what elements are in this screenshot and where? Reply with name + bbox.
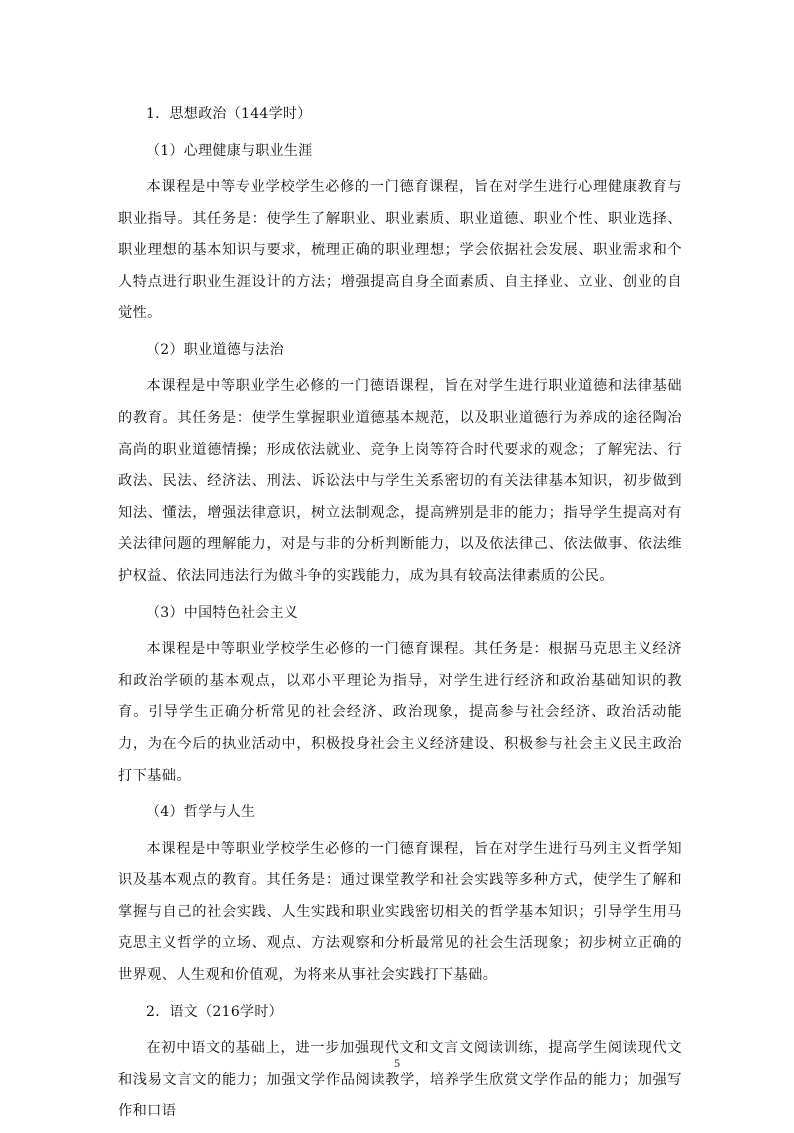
paragraph-chinese: 在初中语文的基础上，进一步加强现代文和文言文阅读训练，提高学生阅读现代文和浅易文言文的能力；加强文学作品阅读教学，培养学生欣赏文学作品的能力；加强写作和口语 <box>118 1040 682 1120</box>
page-content <box>118 99 682 1133</box>
paragraph-ethics-law: 本课程是中等职业学生必修的一门德语课程，旨在对学生进行职业道德和法律基础的教育。其任务是：使学生掌握职业道德基本规范，以及职业道德行为养成的途径陶冶高尚的职业道德情操；形成依法就业、竞争上岗等符合时代要求的观念；了解宪法、行政法、民法、经济法、刑法、诉讼法中与学生关系密切的有关法律基本知识，初步做到知法、懂法，增强法律意识，树立法制观念，提高辨别是非的能力；指导学生提高对有关法律问题的理解能力，对是与非的分析判断能力，以及依法律己、依法做事、依法维护权益、依法同违法行为做斗争的实践能力，成为具有较高法律素质的公民。 <box>118 378 682 585</box>
subsection-heading-mental-health-career: （1）心理健康与职业生涯 <box>146 142 313 159</box>
section-heading-chinese: 2．语文（216学时） <box>146 1003 283 1020</box>
paragraph-socialism: 本课程是中等职业学校学生必修的一门德育课程。其任务是：根据马克思主义经济和政治学硕的基本观点，以邓小平理论为指导，对学生进行经济和政治基础知识的教育。引导学生正确分析常见的社会经济、政治现象，提高参与社会经济、政治活动能力，为在今后的执业活动中，积极投身社会主义经济建设、积极参与社会主义民主政治打下基础。 <box>118 641 682 784</box>
subsection-heading-philosophy-life: （4）哲学与人生 <box>146 804 256 821</box>
section-heading-ideology-politics: 1．思想政治（144学时） <box>146 106 312 122</box>
subsection-heading-ethics-law: （2）职业道德与法治 <box>146 341 284 358</box>
paragraph-mental-health-career: 本课程是中等专业学校学生必修的一门德育课程，旨在对学生进行心理健康教育与职业指导。其任务是：使学生了解职业、职业素质、职业道德、职业个性、职业选择、职业理想的基本知识与要求，梳理正确的职业理想；学会依据社会发展、职业需求和个人特点进行职业生涯设计的方法；增强提高自身全面素质、自主择业、立业、创业的自觉性。 <box>118 179 682 322</box>
subsection-heading-socialism: （3）中国特色社会主义 <box>146 604 299 621</box>
page-number: 5 <box>394 1056 400 1070</box>
paragraph-philosophy-life: 本课程是中等职业学校学生必修的一门德育课程，旨在对学生进行马列主义哲学知识及基本观点的教育。其任务是：通过课堂教学和社会实践等多种方式，使学生了解和掌握与自己的社会实践、人生实践和职业实践密切相关的哲学基本知识；引导学生用马克思主义哲学的立场、观点、方法观察和分析最常见的社会生活现象；初步树立正确的世界观、人生观和价值观，为将来从事社会实践打下基础。 <box>118 840 682 983</box>
